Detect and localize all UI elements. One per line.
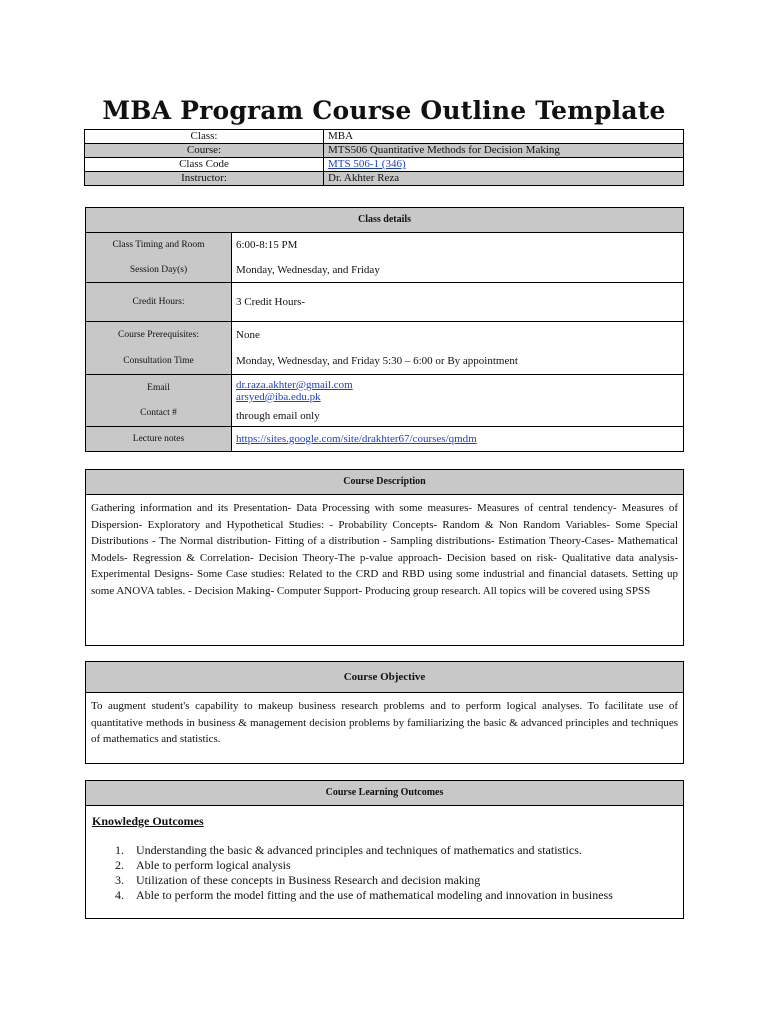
prereq-label: Course Prerequisites: bbox=[117, 330, 199, 340]
class-details-heading: Class details bbox=[86, 208, 683, 233]
days-value: Monday, Wednesday, and Friday bbox=[236, 263, 380, 276]
list-item-text: Utilization of these concepts in Business Research and decision making bbox=[136, 873, 481, 887]
days-label: Session Day(s) bbox=[129, 264, 188, 275]
notes-value-cell bbox=[232, 427, 683, 451]
class-code-link[interactable]: MTS 506-1 (346) bbox=[328, 158, 406, 170]
lecture-notes-link[interactable]: https://sites.google.com/site/drakhter67/courses/qmdm bbox=[236, 433, 477, 445]
list-item-text: Able to perform logical analysis bbox=[136, 858, 291, 872]
learning-outcomes-box bbox=[85, 780, 684, 919]
instructor-label: Instructor: bbox=[85, 172, 324, 186]
credit-label-cell bbox=[86, 283, 232, 321]
email-label: Email bbox=[147, 382, 170, 393]
header-row-course bbox=[85, 144, 684, 158]
credit-value-cell bbox=[232, 283, 683, 321]
class-value: MBA bbox=[324, 130, 684, 144]
email-link-2[interactable]: arsyed@iba.edu.pk bbox=[236, 390, 321, 403]
course-objective-box bbox=[85, 661, 684, 764]
email-link-1[interactable]: dr.raza.akhter@gmail.com bbox=[236, 378, 353, 391]
course-description-heading: Course Description bbox=[86, 470, 683, 495]
learning-outcomes-heading: Course Learning Outcomes bbox=[86, 781, 683, 806]
prereq-labels bbox=[86, 322, 232, 374]
page-title: MBA Program Course Outline Template bbox=[102, 96, 666, 125]
credit-value: 3 Credit Hours- bbox=[236, 296, 306, 308]
course-description-text: Gathering information and its Presentation- Data Processing with some measures- Measures of central tendency- Measures of Dispersion- Exploratory and Hypothetical Studies: - Probability Concepts- Random & Non Random Variables- Some Special Distributions - The Normal distribution- Fitting of a distribution - Sampling distributions- Estimation Theory-Cases- Mathematical Models- Regression & Correlation- Decision Theory-The p-value approach- Decision based on risk- Qualitative data analysis- Experimental Designs- Some Case studies: Related to the CRD and RBD using some industrial and financial datasets. Setting up some ANOVA tables. - Decision Making- Computer Support- Producing group research. All topics will be covered using SPSS bbox=[91, 502, 678, 597]
consult-label: Consultation Time bbox=[123, 356, 194, 366]
class-code-cell bbox=[324, 158, 684, 172]
prereq-values bbox=[232, 322, 683, 374]
contact-row bbox=[86, 375, 683, 427]
notes-row bbox=[86, 427, 683, 451]
prereq-row bbox=[86, 322, 683, 375]
course-objective-text: To augment student's capability to makeup business research problems and to perform logical analyses. To facilitate use of quantitative methods in business & management decision problems by familiarizing the basic & advanced principles and techniques of mathematics and statistics. bbox=[91, 700, 678, 745]
course-label: Course: bbox=[85, 144, 324, 158]
list-item-number: 3. bbox=[115, 873, 124, 887]
list-item bbox=[86, 843, 683, 858]
timing-values bbox=[232, 233, 683, 282]
contact-values bbox=[232, 375, 683, 426]
list-item bbox=[86, 858, 683, 873]
contact-labels bbox=[86, 375, 232, 426]
header-row-class bbox=[85, 130, 684, 144]
credit-row bbox=[86, 283, 683, 322]
outcomes-list bbox=[86, 843, 683, 903]
list-item bbox=[86, 873, 683, 888]
knowledge-outcomes-title: Knowledge Outcomes bbox=[92, 814, 204, 828]
prereq-value: None bbox=[236, 329, 260, 341]
consult-value: Monday, Wednesday, and Friday 5:30 – 6:00 or By appointment bbox=[236, 355, 518, 367]
list-item-number: 2. bbox=[115, 858, 124, 872]
header-row-instructor bbox=[85, 172, 684, 186]
course-value: MTS506 Quantitative Methods for Decision Making bbox=[324, 144, 684, 158]
timing-labels bbox=[86, 233, 232, 282]
list-item-text: Able to perform the model fitting and the use of mathematical modeling and innovation in business bbox=[136, 888, 613, 902]
list-item-number: 4. bbox=[115, 888, 124, 902]
course-objective-heading: Course Objective bbox=[86, 662, 683, 693]
list-item-text: Understanding the basic & advanced principles and techniques of mathematics and statistics. bbox=[136, 843, 582, 857]
course-description-box bbox=[85, 469, 684, 646]
contact-label: Contact # bbox=[140, 408, 177, 419]
credit-label: Credit Hours: bbox=[132, 297, 185, 307]
instructor-value: Dr. Akhter Reza bbox=[324, 172, 684, 186]
timing-value: 6:00-8:15 PM bbox=[236, 239, 298, 252]
notes-label: Lecture notes bbox=[132, 434, 185, 444]
course-header-table bbox=[84, 129, 684, 186]
header-row-class-code bbox=[85, 158, 684, 172]
timing-label: Class Timing and Room bbox=[112, 240, 205, 251]
class-label: Class: bbox=[85, 130, 324, 144]
timing-row bbox=[86, 233, 683, 283]
contact-value: through email only bbox=[236, 410, 320, 423]
email-links bbox=[236, 379, 683, 403]
notes-label-cell bbox=[86, 427, 232, 451]
class-code-label: Class Code bbox=[85, 158, 324, 172]
list-item bbox=[86, 888, 683, 903]
class-details-table bbox=[85, 207, 684, 452]
list-item-number: 1. bbox=[115, 843, 124, 857]
